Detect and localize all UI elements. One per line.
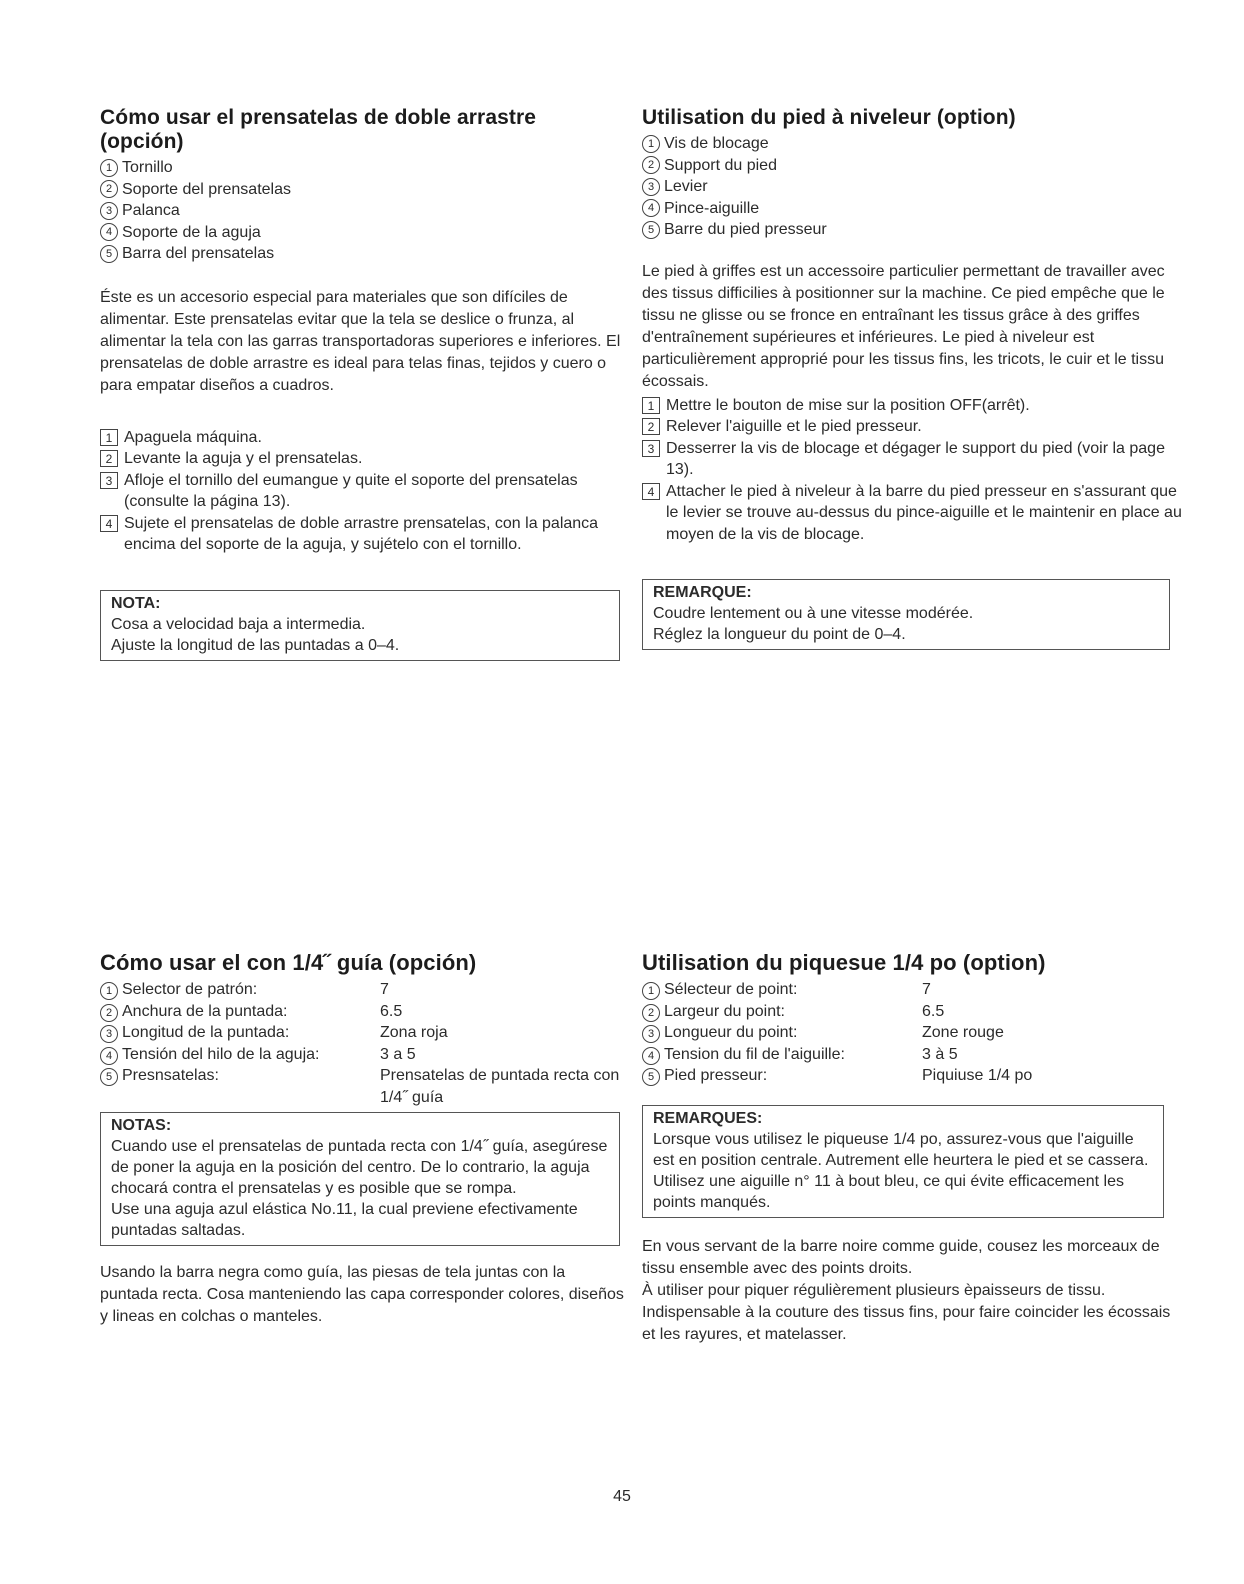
section1-fr <box>642 106 1182 650</box>
setting-value: 7 <box>922 981 931 998</box>
setting-value: 6.5 <box>922 1002 945 1020</box>
setting-value: Zona roja <box>380 1024 448 1042</box>
note-title: NOTA: <box>111 594 161 612</box>
section1-es-parts-list <box>100 157 625 265</box>
setting-value: 3 à 5 <box>922 1045 958 1063</box>
setting-row <box>100 979 620 1001</box>
setting-row <box>100 1065 620 1108</box>
step-item <box>100 427 625 449</box>
part-label: Support du pied <box>664 156 777 174</box>
circled-number-icon: 2 <box>100 180 118 198</box>
circled-number-icon: 2 <box>100 1004 118 1022</box>
section2-es-body: Usando la barra negra como guía, las piesas de tela juntas con la puntada recta. Cosa manteniendo las capa corresponder colores, diseños y lineas en colchas o manteles. <box>100 1264 624 1326</box>
circled-number-icon: 5 <box>642 1068 660 1086</box>
section1-fr-note-box <box>642 579 1170 650</box>
setting-row <box>642 1022 1032 1044</box>
note-line: Cuando use el prensatelas de puntada recta con 1/4˝ guía, asegúrese de poner la aguja en la posición del centro. De lo contrario, la aguja chocará contra el prensatelas y es posible que se rompa. <box>111 1138 608 1198</box>
circled-number-icon: 1 <box>100 159 118 177</box>
note-line: Coudre lentement ou à une vitesse modérée. <box>653 605 974 622</box>
step-text: Relever l'aiguille et le pied presseur. <box>666 418 922 435</box>
section1-fr-title: Utilisation du pied à niveleur (option) <box>642 106 1016 129</box>
circled-number-icon: 3 <box>100 1025 118 1043</box>
step-text: Sujete el prensatelas de doble arrastre prensatelas, con la palanca encima del soporte de la aguja, y sujételo con el tornillo. <box>124 514 599 553</box>
section2-es-note-box <box>100 1112 620 1246</box>
page-number: 45 <box>613 1488 631 1505</box>
section1-fr-steps <box>642 395 1182 546</box>
note-line: Réglez la longueur du point de 0–4. <box>653 626 906 643</box>
note-title: REMARQUES: <box>653 1109 763 1127</box>
setting-row <box>642 1001 1032 1023</box>
step-text: Apaguela máquina. <box>124 428 262 446</box>
setting-value: 7 <box>380 981 389 998</box>
section1-es-steps <box>100 427 625 556</box>
circled-number-icon: 2 <box>642 1004 660 1022</box>
section1-es <box>100 106 625 661</box>
step-item <box>642 481 1182 546</box>
boxed-number-icon: 1 <box>642 397 660 414</box>
part-item <box>100 243 625 265</box>
boxed-number-icon: 1 <box>100 429 118 446</box>
step-item <box>100 470 625 513</box>
setting-value: Prensatelas de puntada recta con 1/4˝ guía <box>380 1067 620 1106</box>
section1-es-title: Cómo usar el prensatelas de doble arrastre (opción) <box>100 106 537 153</box>
note-title: NOTAS: <box>111 1117 172 1135</box>
setting-label: Tensión del hilo de la aguja: <box>122 1045 320 1063</box>
setting-label: Pied presseur: <box>664 1067 768 1085</box>
boxed-number-icon: 4 <box>642 483 660 500</box>
setting-row <box>100 1022 620 1044</box>
part-label: Pince-aiguille <box>664 199 760 217</box>
setting-row <box>100 1001 620 1023</box>
note-line: Cosa a velocidad baja a intermedia. <box>111 615 366 633</box>
circled-number-icon: 5 <box>100 245 118 263</box>
section2-fr <box>642 950 1182 1346</box>
part-label: Levier <box>664 178 708 195</box>
circled-number-icon: 3 <box>642 178 660 196</box>
step-text: Mettre le bouton de mise sur la position OFF(arrêt). <box>666 396 1030 414</box>
part-label: Palanca <box>122 202 180 219</box>
setting-row <box>642 1044 1032 1066</box>
section1-es-intro: Éste es un accesorio especial para materiales que son difíciles de alimentar. Este prensatelas evitar que la tela se deslice o frunza, al alimentar la tela con las garras transportadoras superiores e inferiores. El prensatelas de doble arrastre es ideal para telas finas, tejidos y cuero o para empatar diseños a cuadros. <box>100 288 621 394</box>
part-label: Vis de blocage <box>664 135 769 152</box>
part-label: Tornillo <box>122 159 173 176</box>
step-item <box>100 448 625 470</box>
note-line: Utilisez une aiguille n° 11 à bout bleu, ce qui évite efficacement les points manqués. <box>653 1172 1124 1211</box>
setting-label: Sélecteur de point: <box>664 981 798 999</box>
step-item <box>100 513 625 556</box>
section1-fr-intro: Le pied à griffes est un accessoire particulier permettant de travailler avec des tissus difficilies à positionner sur la machine. Ce pied empêche que le tissu ne glisse ou se fronce en entraînant les tissus grâce à des griffes d'entraînement supérieures et inférieures. Le pied à niveleur est particulièrement approprié pour les tissus fins, les tricots, le cuir et le tissu écossais. <box>642 262 1165 390</box>
step-item <box>642 395 1182 417</box>
circled-number-icon: 4 <box>642 199 660 217</box>
part-item <box>100 200 625 222</box>
circled-number-icon: 2 <box>642 156 660 174</box>
setting-label: Tension du fil de l'aiguille: <box>664 1045 845 1063</box>
circled-number-icon: 5 <box>100 1068 118 1086</box>
setting-value: Zone rouge <box>922 1024 1004 1042</box>
step-text: Levante la aguja y el prensatelas. <box>124 450 363 467</box>
body-line: En vous servant de la barre noire comme guide, cousez les morceaux de tissu ensemble avec des points droits. <box>642 1237 1160 1277</box>
setting-label: Selector de patrón: <box>122 981 258 999</box>
part-label: Barre du pied presseur <box>664 221 827 238</box>
part-item <box>642 133 1182 155</box>
setting-value: 6.5 <box>380 1002 403 1020</box>
circled-number-icon: 3 <box>100 202 118 220</box>
step-text: Desserrer la vis de blocage et dégager le support du pied (voir la page 13). <box>666 439 1165 478</box>
section2-es <box>100 950 625 1328</box>
part-label: Barra del prensatelas <box>122 245 275 262</box>
circled-number-icon: 4 <box>100 1047 118 1065</box>
note-title: REMARQUE: <box>653 584 752 601</box>
circled-number-icon: 3 <box>642 1025 660 1043</box>
section1-es-note-box <box>100 590 620 661</box>
part-label: Soporte del prensatelas <box>122 180 291 198</box>
boxed-number-icon: 4 <box>100 515 118 532</box>
part-item <box>642 155 1182 177</box>
setting-value: Piquiuse 1/4 po <box>922 1067 1033 1085</box>
section2-fr-settings <box>642 979 1032 1087</box>
setting-label: Presnsatelas: <box>122 1067 219 1085</box>
boxed-number-icon: 2 <box>642 418 660 435</box>
step-text: Attacher le pied à niveleur à la barre du pied presseur en s'assurant que le levier se trouve au-dessus du pince-aiguille et le maintenir en place au moyen de la vis de blocage. <box>666 482 1182 543</box>
note-line: Ajuste la longitud de las puntadas a 0–4. <box>111 636 400 654</box>
part-item <box>642 176 1182 198</box>
setting-label: Longitud de la puntada: <box>122 1024 290 1042</box>
setting-value: 3 a 5 <box>380 1045 416 1063</box>
section2-es-title: Cómo usar el con 1/4˝ guía (opción) <box>100 950 477 975</box>
circled-number-icon: 1 <box>642 982 660 1000</box>
section2-fr-note-box <box>642 1105 1164 1218</box>
setting-label: Longueur du point: <box>664 1024 798 1042</box>
step-item <box>642 438 1182 481</box>
note-line: Lorsque vous utilisez le piqueuse 1/4 po, assurez-vous que l'aiguille est en position centrale. Autrement elle heurtera le pied et se cassera. <box>653 1130 1149 1169</box>
circled-number-icon: 4 <box>642 1047 660 1065</box>
boxed-number-icon: 3 <box>642 440 660 457</box>
part-item <box>100 179 625 201</box>
circled-number-icon: 1 <box>100 982 118 1000</box>
part-item <box>100 222 625 244</box>
boxed-number-icon: 2 <box>100 450 118 467</box>
section2-es-settings <box>100 979 620 1108</box>
note-line: Use una aguja azul elástica No.11, la cual previene efectivamente puntadas saltadas. <box>111 1201 578 1240</box>
circled-number-icon: 4 <box>100 223 118 241</box>
circled-number-icon: 5 <box>642 221 660 239</box>
section2-fr-title: Utilisation du piquesue 1/4 po (option) <box>642 950 1046 975</box>
setting-label: Anchura de la puntada: <box>122 1002 288 1020</box>
setting-row <box>642 979 1032 1001</box>
part-item <box>642 219 1182 241</box>
part-item <box>100 157 625 179</box>
part-item <box>642 198 1182 220</box>
setting-label: Largeur du point: <box>664 1002 785 1020</box>
setting-row <box>100 1044 620 1066</box>
setting-row <box>642 1065 1032 1087</box>
section2-fr-body <box>642 1236 1182 1346</box>
section1-fr-parts-list <box>642 133 1182 241</box>
circled-number-icon: 1 <box>642 135 660 153</box>
step-item <box>642 416 1182 438</box>
boxed-number-icon: 3 <box>100 472 118 489</box>
part-label: Soporte de la aguja <box>122 223 261 241</box>
step-text: Afloje el tornillo del eumangue y quite el soporte del prensatelas (consulte la página 13). <box>124 471 578 510</box>
body-line: À utiliser pour piquer régulièrement plusieurs èpaisseurs de tissu. Indispensable à la couture des tissus fins, pour faire coincider les écossais et les rayures, et matelasser. <box>642 1281 1171 1343</box>
